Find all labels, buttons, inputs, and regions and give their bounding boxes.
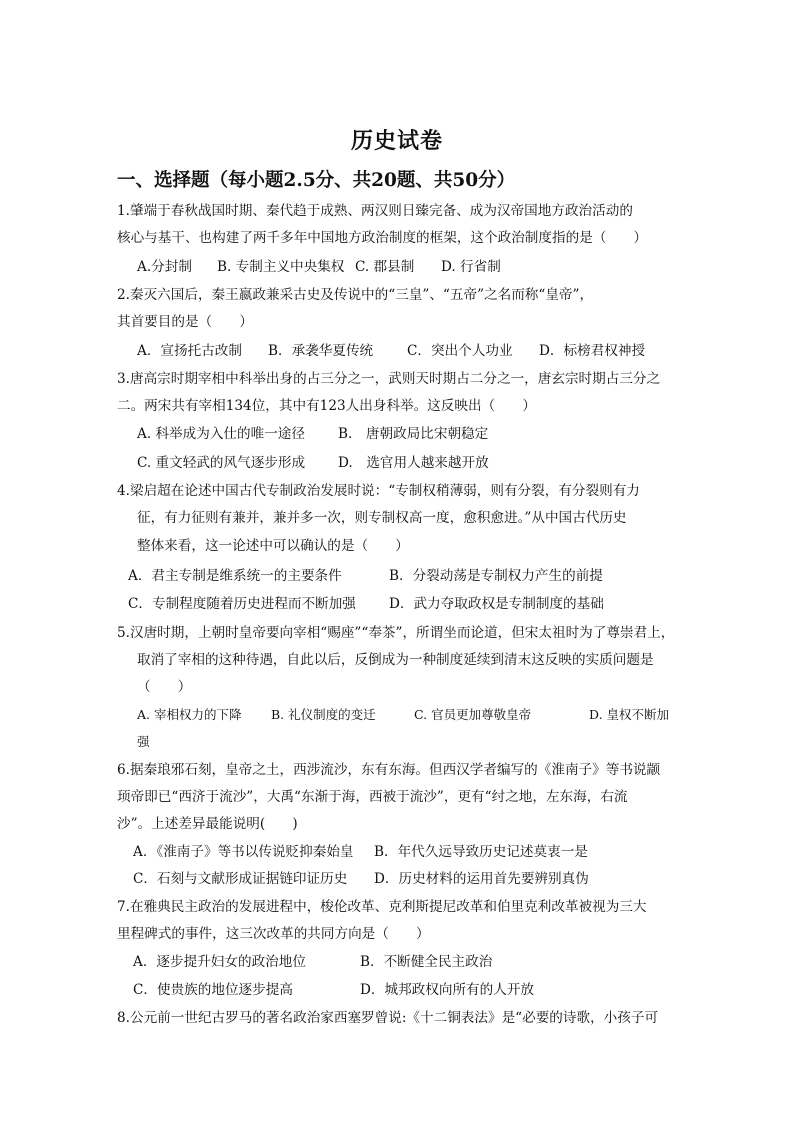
q1-stem-line1: 1.肇端于春秋战国时期、秦代趋于成熟、两汉则日臻完备、成为汉帝国地方政治活动的 — [117, 203, 633, 219]
q7-option-a: A．逐步提升妇女的政治地位 — [133, 954, 306, 970]
q3-stem-line2: 二。两宋共有宰相134位，其中有123人出身科举。这反映出（ ） — [117, 398, 536, 414]
q6-option-d: D．历史材料的运用首先要辨别真伪 — [374, 871, 589, 887]
q4-stem-line1: 4.梁启超在论述中国古代专制政治发展时说：“专制权稍薄弱，则有分裂，有分裂则有力 — [117, 483, 640, 499]
q7-stem-line2: 里程碑式的事件，这三次改革的共同方向是（ ） — [117, 926, 430, 942]
q3-option-c: C. 重文轻武的风气逐步形成 — [137, 455, 306, 471]
q5-option-b: B. 礼仪制度的变迁 — [271, 707, 376, 722]
q3-stem-line1: 3.唐高宗时期宰相中科举出身的占三分之一，武则天时期占二分之一，唐玄宗时期占三分之 — [117, 371, 661, 387]
q5-stem-line3: （ ） — [137, 679, 192, 695]
q5-option-d: D. 皇权不断加 — [589, 707, 670, 722]
q2-stem-line1: 2.秦灭六国后，秦王嬴政兼采古史及传说中的“三皇”、“五帝”之名而称“皇帝”， — [117, 287, 594, 303]
q2-option-a: A．宣扬托古改制 — [137, 343, 242, 359]
q2-stem-line2: 其首要目的是（ ） — [117, 314, 253, 330]
q7-stem-line1: 7.在雅典民主政治的发展进程中，梭伦改革、克利斯提尼改革和伯里克利改革被视为三大 — [117, 899, 647, 915]
page-title: 历史试卷 — [350, 128, 443, 154]
q2-option-d: D．标榜君权神授 — [539, 343, 646, 359]
q6-stem-line3: 沙”。上述差异最能说明( ) — [117, 816, 298, 832]
q3-option-b: B. 唐朝政局比宋朝稳定 — [338, 426, 489, 442]
q4-option-c: C．专制程度随着历史进程而不断加强 — [128, 596, 356, 612]
q6-option-c: C．石刻与文献形成证据链印证历史 — [133, 871, 348, 887]
q3-option-d: D. 选官用人越来越开放 — [338, 455, 489, 471]
q4-option-d: D．武力夺取政权是专制制度的基础 — [389, 596, 604, 612]
q7-option-d: D．城邦政权向所有的人开放 — [360, 982, 535, 998]
q5-option-a: A. 宰相权力的下降 — [137, 707, 242, 722]
q1-option-b: B. 专制主义中央集权 — [217, 259, 345, 275]
q4-option-a: A．君主专制是维系统一的主要条件 — [128, 568, 342, 584]
section-heading: 一、选择题（每小题2.5分、共20题、共50分） — [117, 170, 516, 191]
q1-option-c: C. 郡县制 — [355, 259, 415, 275]
q5-stem-line2: 取消了宰相的这种待遇，自此以后，反倒成为一种制度延续到清末这反映的实质问题是 — [137, 652, 654, 668]
q1-stem-line2: 核心与基干、也构建了两千多年中国地方政治制度的框架，这个政治制度指的是（ ） — [117, 230, 648, 246]
q2-option-c: C．突出个人功业 — [407, 343, 513, 359]
q6-stem-line2: 顼帝即已“西济于流沙”，大禹“东渐于海，西被于流沙”，更有“纣之地，左东海，右流 — [117, 789, 628, 805]
q6-option-b: B．年代久远导致历史记述莫衷一是 — [374, 844, 588, 860]
q1-option-a: A.分封制 — [137, 259, 192, 275]
q8-stem-line1: 8.公元前一世纪古罗马的著名政治家西塞罗曾说:《十二铜表法》是“必要的诗歌，小孩子可 — [117, 1010, 659, 1026]
q4-option-b: B．分裂动荡是专制权力产生的前提 — [389, 568, 603, 584]
q5-option-c: C. 官员更加尊敬皇帝 — [414, 707, 532, 722]
q1-option-d: D. 行省制 — [441, 259, 501, 275]
q6-stem-line1: 6.据秦琅邪石刻，皇帝之土，西涉流沙，东有东海。但西汉学者编写的《淮南子》等书说颛 — [117, 762, 661, 778]
q3-option-a: A. 科举成为入仕的唯一途径 — [137, 426, 305, 442]
q5-stem-line1: 5.汉唐时期，上朝时皇帝要向宰相“赐座”“奉茶”，所谓坐而论道，但宋太祖时为了尊崇君上， — [117, 625, 675, 641]
q2-option-b: B．承袭华夏传统 — [268, 343, 374, 359]
q5-option-d-continued: 强 — [137, 734, 150, 749]
q7-option-c: C．使贵族的地位逐步提高 — [133, 982, 293, 998]
q4-stem-line3: 整体来看，这一论述中可以确认的是（ ） — [137, 538, 409, 554]
q6-option-a: A．《淮南子》等书以传说贬抑秦始皇 — [133, 844, 354, 860]
q4-stem-line2: 征，有力征则有兼并，兼并多一次，则专制权高一度，愈积愈进。”从中国古代历史 — [137, 510, 627, 526]
q7-option-b: B．不断健全民主政治 — [360, 954, 493, 970]
